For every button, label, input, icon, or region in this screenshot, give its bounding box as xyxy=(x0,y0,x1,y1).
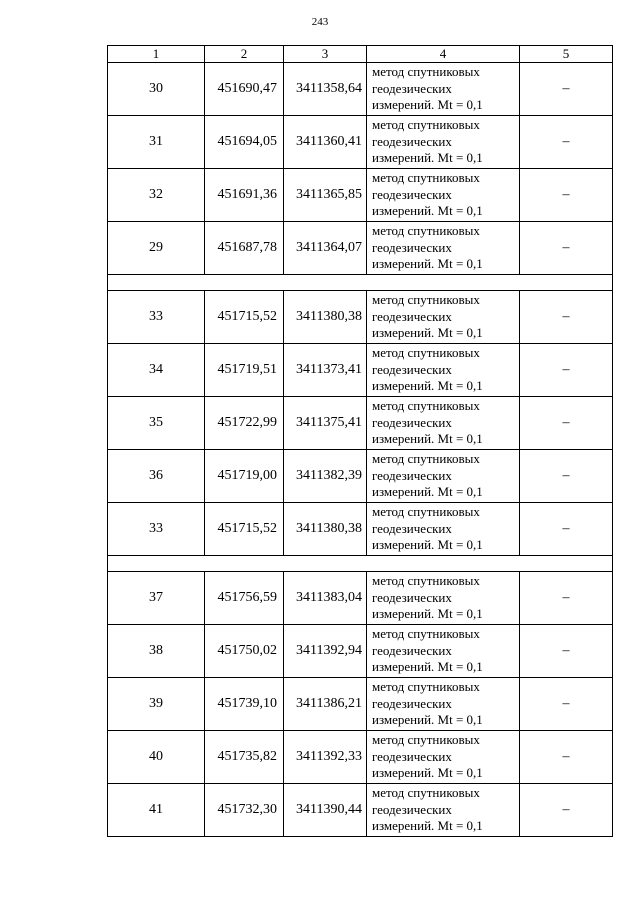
method-line: измерений. Mt = 0,1 xyxy=(372,484,483,500)
x-coordinate-cell: 451694,05 xyxy=(205,116,284,169)
y-coordinate-cell: 3411390,44 xyxy=(284,784,367,837)
coordinates-table xyxy=(107,45,613,837)
table-row xyxy=(108,169,613,222)
header-col-1: 1 xyxy=(108,46,205,63)
method-line: метод спутниковых xyxy=(372,344,480,360)
table-row xyxy=(108,503,613,556)
table-row xyxy=(108,344,613,397)
y-coordinate-cell: 3411380,38 xyxy=(284,291,367,344)
method-line: измерений. Mt = 0,1 xyxy=(372,97,483,113)
method-line: геодезических xyxy=(372,467,452,483)
table-row xyxy=(108,222,613,275)
method-cell xyxy=(367,169,520,222)
method-line: измерений. Mt = 0,1 xyxy=(372,606,483,622)
method-line: измерений. Mt = 0,1 xyxy=(372,325,483,341)
x-coordinate-cell: 451750,02 xyxy=(205,625,284,678)
method-line: измерений. Mt = 0,1 xyxy=(372,712,483,728)
header-col-5: 5 xyxy=(520,46,613,63)
note-cell: – xyxy=(520,63,613,116)
note-cell: – xyxy=(520,784,613,837)
point-number-cell: 36 xyxy=(108,450,205,503)
table-row xyxy=(108,625,613,678)
method-line: метод спутниковых xyxy=(372,503,480,519)
method-line: геодезических xyxy=(372,520,452,536)
group-separator-cell xyxy=(108,275,613,291)
point-number-cell: 40 xyxy=(108,731,205,784)
x-coordinate-cell: 451735,82 xyxy=(205,731,284,784)
header-col-4: 4 xyxy=(367,46,520,63)
method-cell xyxy=(367,397,520,450)
header-col-2: 2 xyxy=(205,46,284,63)
method-line: геодезических xyxy=(372,308,452,324)
note-cell: – xyxy=(520,678,613,731)
method-line: измерений. Mt = 0,1 xyxy=(372,765,483,781)
table-body xyxy=(108,63,613,837)
method-line: геодезических xyxy=(372,80,452,96)
method-line: метод спутниковых xyxy=(372,63,480,79)
x-coordinate-cell: 451732,30 xyxy=(205,784,284,837)
method-cell xyxy=(367,625,520,678)
method-line: измерений. Mt = 0,1 xyxy=(372,150,483,166)
y-coordinate-cell: 3411392,94 xyxy=(284,625,367,678)
method-line: измерений. Mt = 0,1 xyxy=(372,203,483,219)
y-coordinate-cell: 3411386,21 xyxy=(284,678,367,731)
method-cell xyxy=(367,116,520,169)
y-coordinate-cell: 3411358,64 xyxy=(284,63,367,116)
point-number-cell: 29 xyxy=(108,222,205,275)
note-cell: – xyxy=(520,116,613,169)
header-col-3: 3 xyxy=(284,46,367,63)
method-line: геодезических xyxy=(372,642,452,658)
note-cell: – xyxy=(520,731,613,784)
method-line: геодезических xyxy=(372,748,452,764)
point-number-cell: 39 xyxy=(108,678,205,731)
method-cell xyxy=(367,291,520,344)
method-cell xyxy=(367,450,520,503)
method-line: геодезических xyxy=(372,801,452,817)
method-line: метод спутниковых xyxy=(372,784,480,800)
note-cell: – xyxy=(520,503,613,556)
method-line: геодезических xyxy=(372,239,452,255)
x-coordinate-cell: 451756,59 xyxy=(205,572,284,625)
method-line: метод спутниковых xyxy=(372,169,480,185)
method-cell xyxy=(367,503,520,556)
table-row xyxy=(108,291,613,344)
method-line: метод спутниковых xyxy=(372,116,480,132)
group-separator-cell xyxy=(108,556,613,572)
table-row xyxy=(108,678,613,731)
point-number-cell: 38 xyxy=(108,625,205,678)
table-row xyxy=(108,63,613,116)
method-line: измерений. Mt = 0,1 xyxy=(372,378,483,394)
point-number-cell: 32 xyxy=(108,169,205,222)
note-cell: – xyxy=(520,169,613,222)
method-line: метод спутниковых xyxy=(372,625,480,641)
x-coordinate-cell: 451690,47 xyxy=(205,63,284,116)
note-cell: – xyxy=(520,625,613,678)
point-number-cell: 33 xyxy=(108,503,205,556)
x-coordinate-cell: 451719,00 xyxy=(205,450,284,503)
y-coordinate-cell: 3411360,41 xyxy=(284,116,367,169)
x-coordinate-cell: 451691,36 xyxy=(205,169,284,222)
group-separator-row xyxy=(108,556,613,572)
method-line: измерений. Mt = 0,1 xyxy=(372,659,483,675)
point-number-cell: 31 xyxy=(108,116,205,169)
method-line: метод спутниковых xyxy=(372,678,480,694)
x-coordinate-cell: 451715,52 xyxy=(205,291,284,344)
method-line: метод спутниковых xyxy=(372,397,480,413)
method-line: метод спутниковых xyxy=(372,222,480,238)
method-line: метод спутниковых xyxy=(372,572,480,588)
table-row xyxy=(108,397,613,450)
y-coordinate-cell: 3411375,41 xyxy=(284,397,367,450)
method-line: метод спутниковых xyxy=(372,450,480,466)
note-cell: – xyxy=(520,397,613,450)
method-line: геодезических xyxy=(372,133,452,149)
point-number-cell: 37 xyxy=(108,572,205,625)
note-cell: – xyxy=(520,222,613,275)
method-line: геодезических xyxy=(372,695,452,711)
note-cell: – xyxy=(520,291,613,344)
note-cell: – xyxy=(520,450,613,503)
note-cell: – xyxy=(520,344,613,397)
method-line: геодезических xyxy=(372,589,452,605)
page-number: 243 xyxy=(311,16,329,28)
method-line: геодезических xyxy=(372,186,452,202)
y-coordinate-cell: 3411380,38 xyxy=(284,503,367,556)
method-cell xyxy=(367,63,520,116)
method-line: измерений. Mt = 0,1 xyxy=(372,256,483,272)
method-line: геодезических xyxy=(372,414,452,430)
table-row xyxy=(108,784,613,837)
method-cell xyxy=(367,222,520,275)
method-line: измерений. Mt = 0,1 xyxy=(372,818,483,834)
x-coordinate-cell: 451687,78 xyxy=(205,222,284,275)
y-coordinate-cell: 3411373,41 xyxy=(284,344,367,397)
method-cell xyxy=(367,572,520,625)
x-coordinate-cell: 451739,10 xyxy=(205,678,284,731)
group-separator-row xyxy=(108,275,613,291)
x-coordinate-cell: 451715,52 xyxy=(205,503,284,556)
point-number-cell: 30 xyxy=(108,63,205,116)
note-cell: – xyxy=(520,572,613,625)
method-line: геодезических xyxy=(372,361,452,377)
table-row xyxy=(108,116,613,169)
method-cell xyxy=(367,731,520,784)
table-row xyxy=(108,450,613,503)
method-line: метод спутниковых xyxy=(372,731,480,747)
table-row xyxy=(108,731,613,784)
y-coordinate-cell: 3411364,07 xyxy=(284,222,367,275)
x-coordinate-cell: 451722,99 xyxy=(205,397,284,450)
y-coordinate-cell: 3411392,33 xyxy=(284,731,367,784)
x-coordinate-cell: 451719,51 xyxy=(205,344,284,397)
method-line: метод спутниковых xyxy=(372,291,480,307)
y-coordinate-cell: 3411365,85 xyxy=(284,169,367,222)
table-row xyxy=(108,572,613,625)
point-number-cell: 41 xyxy=(108,784,205,837)
method-line: измерений. Mt = 0,1 xyxy=(372,431,483,447)
y-coordinate-cell: 3411383,04 xyxy=(284,572,367,625)
point-number-cell: 35 xyxy=(108,397,205,450)
point-number-cell: 33 xyxy=(108,291,205,344)
method-cell xyxy=(367,678,520,731)
y-coordinate-cell: 3411382,39 xyxy=(284,450,367,503)
method-cell xyxy=(367,784,520,837)
method-line: измерений. Mt = 0,1 xyxy=(372,537,483,553)
point-number-cell: 34 xyxy=(108,344,205,397)
table-header-row xyxy=(108,46,613,63)
method-cell xyxy=(367,344,520,397)
